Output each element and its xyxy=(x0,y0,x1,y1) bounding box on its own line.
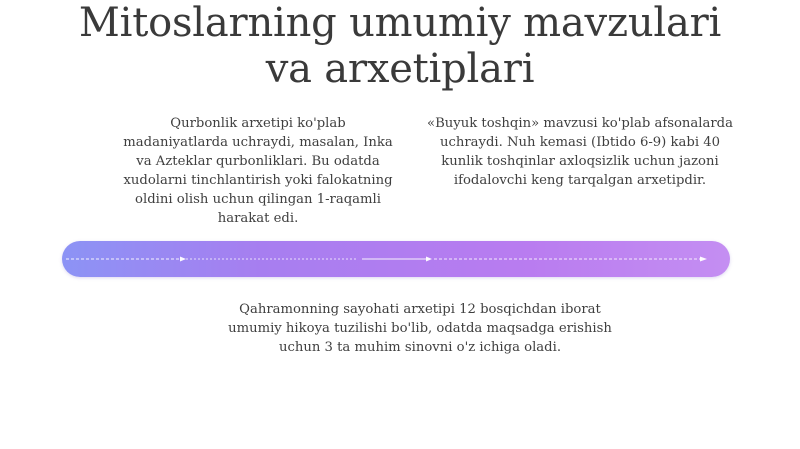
timeline-arrows xyxy=(62,241,730,277)
title-line-1: Mitoslarning umumiy mavzulari xyxy=(78,0,722,46)
timeline-arrowhead-3 xyxy=(700,257,707,262)
timeline-arrowhead-1 xyxy=(180,257,186,262)
slide-title xyxy=(0,0,800,92)
paragraph-great-flood: «Buyuk toshqin» mavzusi ko'plab afsonalarda uchraydi. Nuh kemasi (Ibtido 6-9) kabi 40 kunlik toshqinlar axloqsizlik uchun jazoni ifodalovchi keng tarqalgan arxetipdir. xyxy=(427,116,733,188)
paragraph-hero-journey: Qahramonning sayohati arxetipi 12 bosqichdan iborat umumiy hikoya tuzilishi bo'lib, odatda maqsadga erishish uchun 3 ta muhim sinovni o'z ichiga oladi. xyxy=(228,302,612,355)
timeline-arrowhead-2 xyxy=(426,257,432,262)
title-line-2: va arxetiplari xyxy=(265,46,535,92)
paragraph-sacrifice-archetype: Qurbonlik arxetipi ko'plab madaniyatlarda uchraydi, masalan, Inka va Azteklar qurbonliklari. Bu odatda xudolarni tinchlantirish yoki falokatning oldini olish uchun qilingan 1-raqamli harakat edi. xyxy=(123,116,393,226)
timeline-bar xyxy=(62,241,730,277)
